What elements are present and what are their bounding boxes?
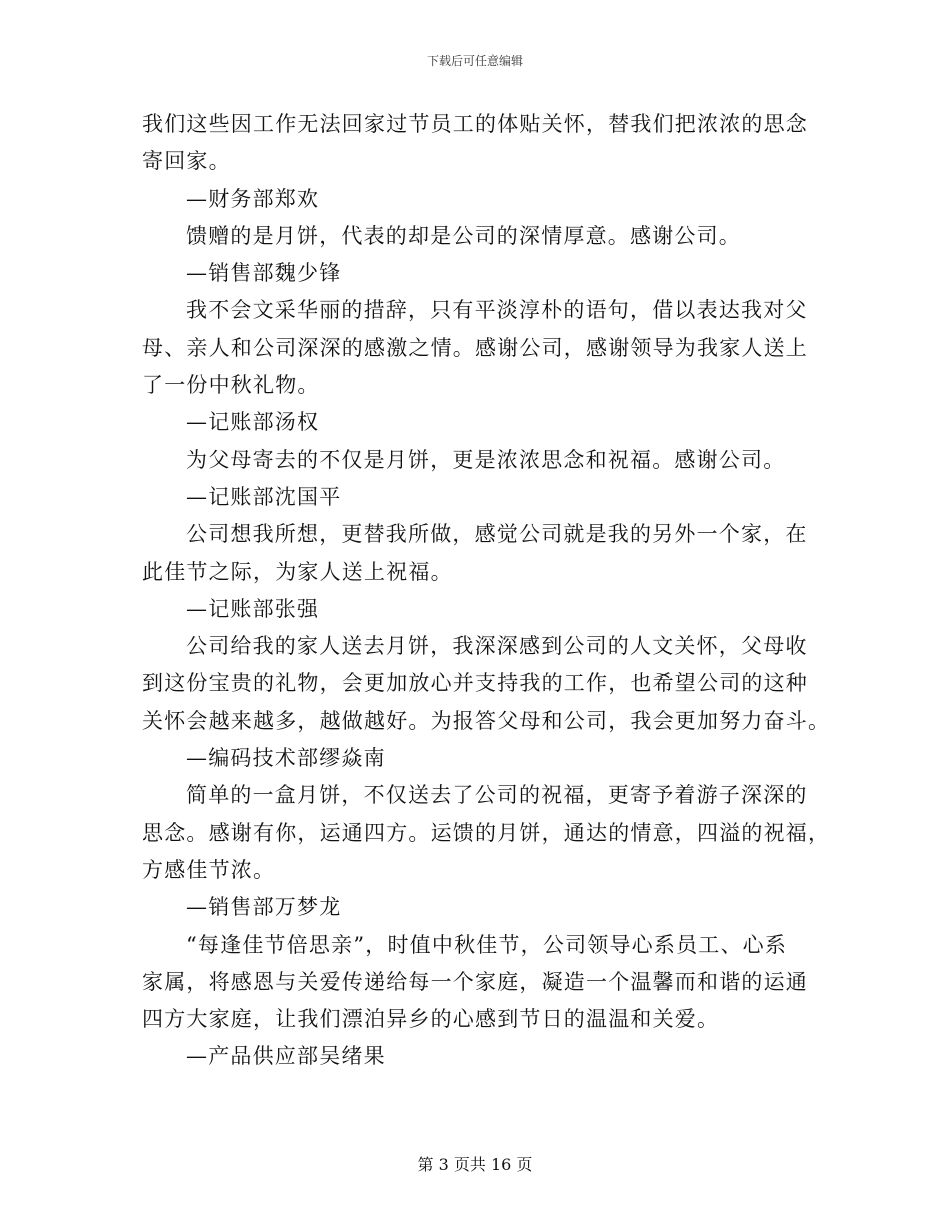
paragraph-line: 为父母寄去的不仅是月饼，更是浓浓思念和祝福。感谢公司。 bbox=[186, 447, 786, 472]
paragraph-line: 关怀会越来越多，越做越好。为报答父母和公司，我会更加努力奋斗。 bbox=[142, 708, 831, 733]
signature-line: —销售部魏少锋 bbox=[186, 261, 342, 286]
paragraph-line: 馈赠的是月饼，代表的却是公司的深情厚意。感谢公司。 bbox=[186, 223, 741, 248]
page-header: 下载后可任意编辑 bbox=[426, 54, 523, 68]
paragraph-line: 方感佳节浓。 bbox=[142, 857, 276, 882]
paragraph-line: 家属，将感恩与关爱传递给每一个家庭，凝造一个温馨而和谐的运通 bbox=[142, 969, 808, 994]
paragraph-line: 了一份中秋礼物。 bbox=[142, 373, 320, 398]
signature-line: —财务部郑欢 bbox=[186, 186, 320, 211]
paragraph-line: 我们这些因工作无法回家过节员工的体贴关怀，替我们把浓浓的思念 bbox=[142, 112, 808, 136]
paragraph-line: 我不会文采华丽的措辞，只有平淡淳朴的语句，借以表达我对父 bbox=[186, 298, 808, 323]
signature-line: —记账部沈国平 bbox=[186, 484, 342, 509]
paragraph-line: 公司想我所想，更替我所做，感觉公司就是我的另外一个家，在 bbox=[186, 522, 808, 547]
paragraph-line: 简单的一盒月饼，不仅送去了公司的祝福，更寄予着游子深深的 bbox=[186, 783, 808, 808]
paragraph-line: 思念。感谢有你，运通四方。运馈的月饼，通达的情意，四溢的祝福， bbox=[142, 820, 831, 845]
signature-line: —记账部张强 bbox=[186, 596, 320, 621]
paragraph-line: 母、亲人和公司深深的感激之情。感谢公司，感谢领导为我家人送上 bbox=[142, 335, 808, 360]
paragraph-line: 公司给我的家人送去月饼，我深深感到公司的人文关怀，父母收 bbox=[186, 634, 808, 659]
paragraph-line: 寄回家。 bbox=[142, 149, 231, 174]
paragraph-line: 此佳节之际，为家人送上祝福。 bbox=[142, 559, 453, 584]
page-footer: 第 3 页共 16 页 bbox=[417, 1155, 533, 1174]
signature-line: —编码技术部缪焱南 bbox=[186, 746, 386, 771]
signature-line: —产品供应部吴绪果 bbox=[186, 1044, 386, 1069]
paragraph-line: 到这份宝贵的礼物，会更加放心并支持我的工作，也希望公司的这种 bbox=[142, 671, 808, 696]
paragraph-line: “每逢佳节倍思亲”，时值中秋佳节，公司领导心系员工、心系 bbox=[186, 932, 788, 957]
document-body bbox=[142, 106, 831, 1076]
signature-line: —销售部万梦龙 bbox=[186, 895, 342, 920]
paragraph-line: 四方大家庭，让我们漂泊异乡的心感到节日的温温和关爱。 bbox=[142, 1007, 720, 1032]
signature-line: —记账部汤权 bbox=[186, 410, 320, 435]
